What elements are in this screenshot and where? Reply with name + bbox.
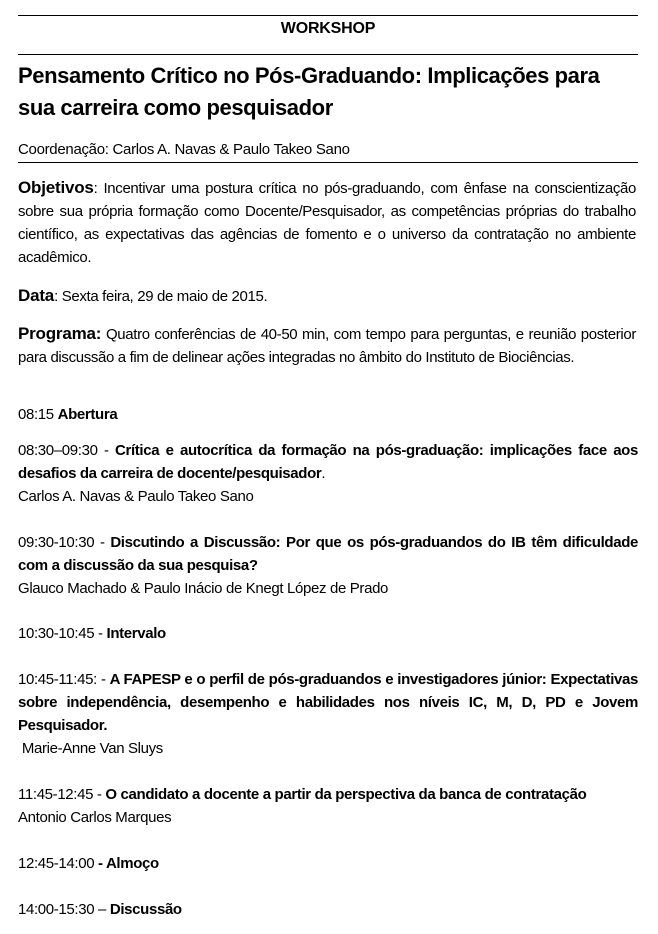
schedule-suffix: . xyxy=(321,465,326,482)
schedule-item xyxy=(18,898,638,921)
schedule-item xyxy=(18,783,638,829)
coordination-rule xyxy=(18,162,638,163)
date-label: Data xyxy=(18,286,55,305)
schedule-speakers: Antonio Carlos Marques xyxy=(18,809,172,826)
schedule-time: 09:30-10:30 - xyxy=(18,534,111,551)
objectives-text: Incentivar uma postura crítica no pós-graduando, com ênfase na conscientização sobre sua própria formação como Docente/Pesquisador, as competências próprias do trabalho científico, as expectativas das agências de fomento e o universo da contratação no ambiente acadêmico. xyxy=(18,180,636,266)
date-paragraph xyxy=(18,284,636,308)
schedule-item xyxy=(18,439,638,508)
objectives-label: Objetivos xyxy=(18,178,94,197)
schedule-time: 11:45-12:45 - xyxy=(18,786,106,803)
schedule-item xyxy=(18,852,638,875)
title-line-2: sua carreira como pesquisador xyxy=(18,95,333,120)
page-title xyxy=(18,60,643,124)
program-paragraph xyxy=(18,322,636,369)
schedule-title: Intervalo xyxy=(106,625,166,642)
schedule-title: A FAPESP e o perfil de pós-graduandos e investigadores júnior: Expectativas sobre independência, desempenho e habilidades nos níveis IC, M, D, PD e Jovem Pesquisador. xyxy=(18,671,638,734)
program-text: Quatro conferências de 40-50 min, com tempo para perguntas, e reunião posterior para discussão a fim de delinear ações integradas no âmbito do Instituto de Biociências. xyxy=(18,326,636,366)
date-separator: : xyxy=(54,288,58,305)
schedule-time: 10:45-11:45: - xyxy=(18,671,110,688)
schedule-title: O candidato a docente a partir da perspectiva da banca de contratação xyxy=(105,786,587,803)
schedule-title: Discutindo a Discussão: Por que os pós-graduandos do IB têm dificuldade com a discussão da sua pesquisa? xyxy=(18,534,638,574)
objectives-separator: : xyxy=(93,180,98,197)
schedule-time: 08:30–09:30 - xyxy=(18,442,115,459)
program-label: Programa: xyxy=(18,324,102,343)
objectives-paragraph xyxy=(18,176,636,269)
workshop-label: WORKSHOP xyxy=(280,20,376,37)
schedule-item xyxy=(18,668,638,760)
schedule-time: 10:30-10:45 - xyxy=(18,625,107,642)
top-rule xyxy=(18,15,638,16)
schedule-item xyxy=(18,622,638,645)
title-line-1: Pensamento Crítico no Pós-Graduando: Implicações para xyxy=(18,63,600,88)
schedule-time: 08:15 xyxy=(18,406,58,423)
schedule-item xyxy=(18,403,638,426)
date-text: Sexta feira, 29 de maio de 2015. xyxy=(57,288,268,305)
schedule-speakers: Marie-Anne Van Sluys xyxy=(18,740,163,757)
schedule-time: 12:45-14:00 xyxy=(18,855,99,872)
schedule-item xyxy=(18,531,638,600)
schedule-time: 14:00-15:30 – xyxy=(18,901,110,918)
schedule-title: Discussão xyxy=(109,901,182,918)
schedule-speakers: Carlos A. Navas & Paulo Takeo Sano xyxy=(18,488,254,505)
schedule-speakers: Glauco Machado & Paulo Inácio de Knegt López de Prado xyxy=(18,580,389,597)
schedule-title: - Almoço xyxy=(98,855,159,872)
header-rule xyxy=(18,54,638,55)
schedule-title: Abertura xyxy=(57,406,118,423)
schedule-title: Crítica e autocrítica da formação na pós-graduação: implicações face aos desafios da carreira de docente/pesquisador xyxy=(18,442,638,482)
coordination: Coordenação: Carlos A. Navas & Paulo Takeo Sano xyxy=(18,141,350,158)
